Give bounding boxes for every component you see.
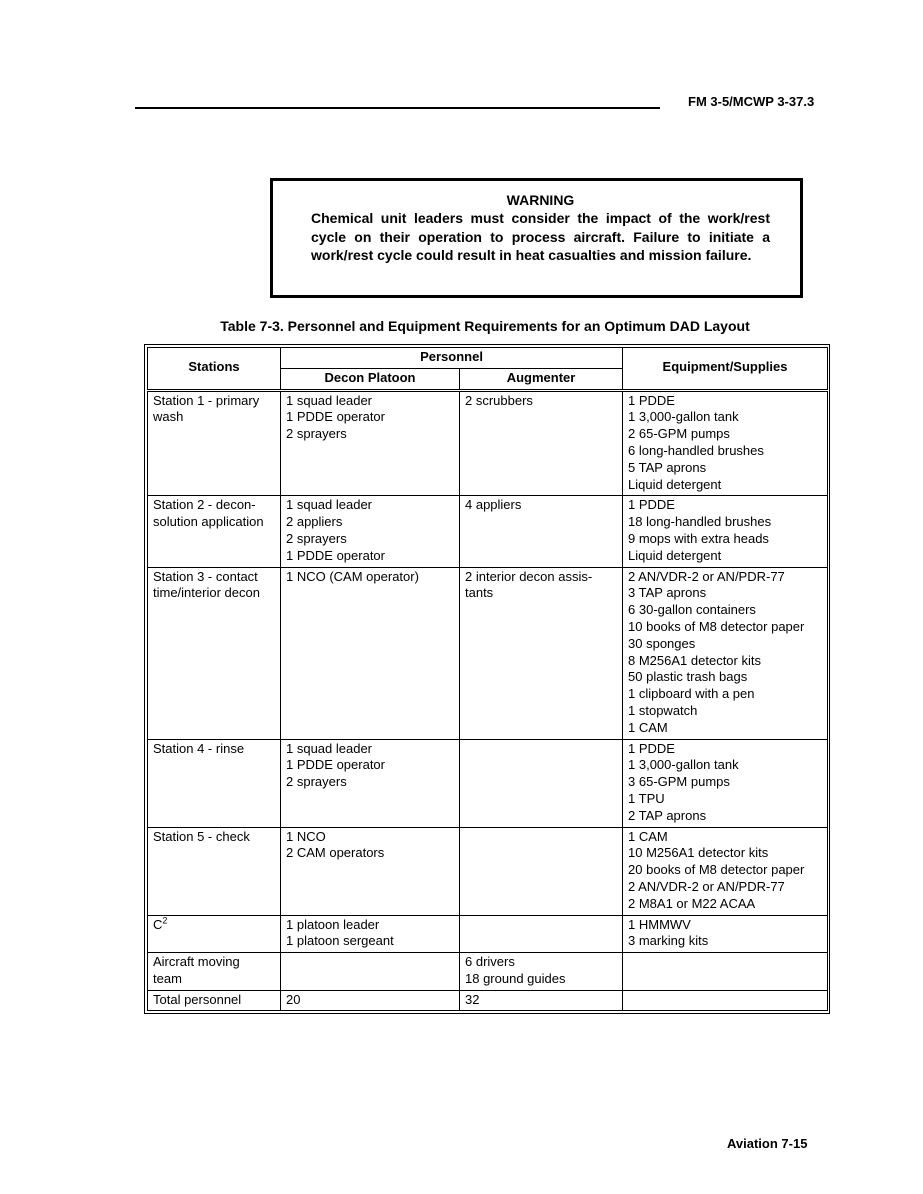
cell-line: Station 5 - check: [153, 828, 250, 844]
cell-line: 1 TPU: [628, 790, 665, 806]
cell-line: 1 squad leader: [286, 392, 373, 408]
cell-line: 4 appliers: [465, 497, 522, 513]
table-row: [148, 739, 828, 827]
cell-line: 1 platoon sergeant: [286, 933, 394, 949]
augmenter-cell: [460, 496, 623, 567]
warning-text: Chemical unit leaders must consider the impact of the work/rest cycle on their operation to process aircraft. Failure to initiate a work/rest cycle could result in heat casualties and mission failure.: [311, 210, 770, 263]
cell-line: 1 PDDE: [628, 392, 675, 408]
station-cell: [148, 567, 281, 739]
table-body: [148, 390, 828, 1011]
cell-line: 1 clipboard with a pen: [628, 686, 755, 702]
cell-line: 1 CAM: [628, 719, 668, 735]
cell-line: 1 HMMWV: [628, 916, 691, 932]
equipment-cell: [623, 739, 828, 827]
header-stations: Stations: [148, 348, 281, 391]
cell-line: 1 stopwatch: [628, 702, 698, 718]
cell-line: Liquid detergent: [628, 547, 722, 563]
warning-title: WARNING: [506, 192, 575, 208]
equipment-cell: [623, 567, 828, 739]
station-cell: [148, 496, 281, 567]
cell-line: 30 sponges: [628, 635, 696, 651]
cell-line: 1 PDDE operator: [286, 547, 385, 563]
cell-line: 10 books of M8 detector paper: [628, 618, 805, 634]
table-row: [148, 915, 828, 953]
cell-line: 3 65-GPM pumps: [628, 774, 730, 790]
table-row: [148, 953, 828, 991]
augmenter-cell: [460, 953, 623, 991]
cell-line: 18 long-handled brushes: [628, 514, 772, 530]
cell-line: 2 AN/VDR-2 or AN/PDR-77: [628, 878, 785, 894]
cell-line: Total personnel: [153, 991, 242, 1007]
cell-line: 1 CAM: [628, 828, 668, 844]
cell-line: 20: [286, 991, 301, 1007]
table-row: [148, 827, 828, 915]
equipment-cell: [623, 990, 828, 1011]
cell-line: 1 platoon leader: [286, 916, 380, 932]
cell-line: 1 3,000-gallon tank: [628, 757, 739, 773]
equipment-cell: [623, 390, 828, 496]
cell-line: time/interior decon: [153, 585, 260, 601]
decon-platoon-cell: [281, 915, 460, 953]
cell-line: Liquid detergent: [628, 476, 722, 492]
augmenter-cell: [460, 915, 623, 953]
equipment-cell: [623, 496, 828, 567]
cell-line: 1 NCO (CAM operator): [286, 568, 419, 584]
cell-line: 9 mops with extra heads: [628, 530, 769, 546]
cell-line: 2 TAP aprons: [628, 807, 707, 823]
cell-line: 1 PDDE operator: [286, 757, 385, 773]
station-cell: [148, 390, 281, 496]
cell-line: 3 marking kits: [628, 933, 709, 949]
cell-line: 6 30-gallon containers: [628, 602, 756, 618]
cell-line: 1 PDDE operator: [286, 409, 385, 425]
station-superscript: 2: [162, 915, 168, 926]
header-personnel: Personnel: [281, 348, 623, 369]
cell-line: wash: [153, 409, 184, 425]
station-label: C: [153, 916, 163, 932]
header-equipment: Equipment/Supplies: [623, 348, 828, 391]
decon-platoon-cell: [281, 827, 460, 915]
cell-line: Aircraft moving: [153, 954, 240, 970]
table-row: [148, 567, 828, 739]
equipment-cell: [623, 953, 828, 991]
cell-line: 32: [465, 991, 480, 1007]
cell-line: 2 AN/VDR-2 or AN/PDR-77: [628, 568, 785, 584]
equipment-cell: [623, 915, 828, 953]
requirements-table-frame: [144, 344, 830, 1014]
cell-line: 1 PDDE: [628, 497, 675, 513]
equipment-cell: [623, 827, 828, 915]
cell-line: solution application: [153, 514, 264, 530]
header-decon-platoon: Decon Platoon: [281, 368, 460, 390]
cell-line: 10 M256A1 detector kits: [628, 845, 769, 861]
cell-line: 3 TAP aprons: [628, 585, 707, 601]
cell-line: 20 books of M8 detector paper: [628, 862, 805, 878]
cell-line: 2 interior decon assis-: [465, 568, 593, 584]
table-row: [148, 496, 828, 567]
cell-line: 2 CAM operators: [286, 845, 385, 861]
station-cell: [148, 953, 281, 991]
cell-line: 1 squad leader: [286, 497, 373, 513]
cell-line: tants: [465, 585, 494, 601]
cell-line: 2 sprayers: [286, 774, 347, 790]
document-id: FM 3-5/MCWP 3-37.3: [688, 94, 815, 109]
decon-platoon-cell: [281, 739, 460, 827]
decon-platoon-cell: [281, 567, 460, 739]
table-row: [148, 990, 828, 1011]
augmenter-cell: [460, 390, 623, 496]
header-augmenter: Augmenter: [460, 368, 623, 390]
cell-line: Station 3 - contact: [153, 568, 258, 584]
augmenter-cell: [460, 827, 623, 915]
cell-line: 2 65-GPM pumps: [628, 426, 730, 442]
cell-line: 2 appliers: [286, 514, 343, 530]
decon-platoon-cell: [281, 990, 460, 1011]
station-cell: [148, 915, 281, 953]
cell-line: 2 sprayers: [286, 426, 347, 442]
augmenter-cell: [460, 739, 623, 827]
cell-line: team: [153, 970, 182, 986]
page-footer: Aviation 7-15: [727, 1136, 808, 1151]
cell-line: 1 3,000-gallon tank: [628, 409, 739, 425]
cell-line: 1 PDDE: [628, 740, 675, 756]
header-rule: [135, 107, 660, 109]
cell-line: 50 plastic trash bags: [628, 669, 748, 685]
cell-line: Station 1 - primary: [153, 392, 260, 408]
cell-line: 2 sprayers: [286, 530, 347, 546]
cell-line: 1 squad leader: [286, 740, 373, 756]
cell-line: 8 M256A1 detector kits: [628, 652, 761, 668]
requirements-table: [147, 347, 828, 1011]
decon-platoon-cell: [281, 496, 460, 567]
cell-line: 6 long-handled brushes: [628, 442, 764, 458]
cell-line: Station 4 - rinse: [153, 740, 245, 756]
decon-platoon-cell: [281, 953, 460, 991]
station-cell: [148, 739, 281, 827]
warning-box: [270, 178, 803, 298]
table-caption: Table 7-3. Personnel and Equipment Requirements for an Optimum DAD Layout: [220, 318, 750, 334]
cell-line: 1 NCO: [286, 828, 326, 844]
cell-line: 2 scrubbers: [465, 392, 533, 408]
station-cell: [148, 990, 281, 1011]
augmenter-cell: [460, 567, 623, 739]
cell-line: 18 ground guides: [465, 970, 566, 986]
cell-line: 6 drivers: [465, 954, 515, 970]
cell-line: 5 TAP aprons: [628, 459, 707, 475]
decon-platoon-cell: [281, 390, 460, 496]
cell-line: Station 2 - decon-: [153, 497, 256, 513]
table-row: [148, 390, 828, 496]
cell-line: 2 M8A1 or M22 ACAA: [628, 895, 756, 911]
station-cell: [148, 827, 281, 915]
augmenter-cell: [460, 990, 623, 1011]
